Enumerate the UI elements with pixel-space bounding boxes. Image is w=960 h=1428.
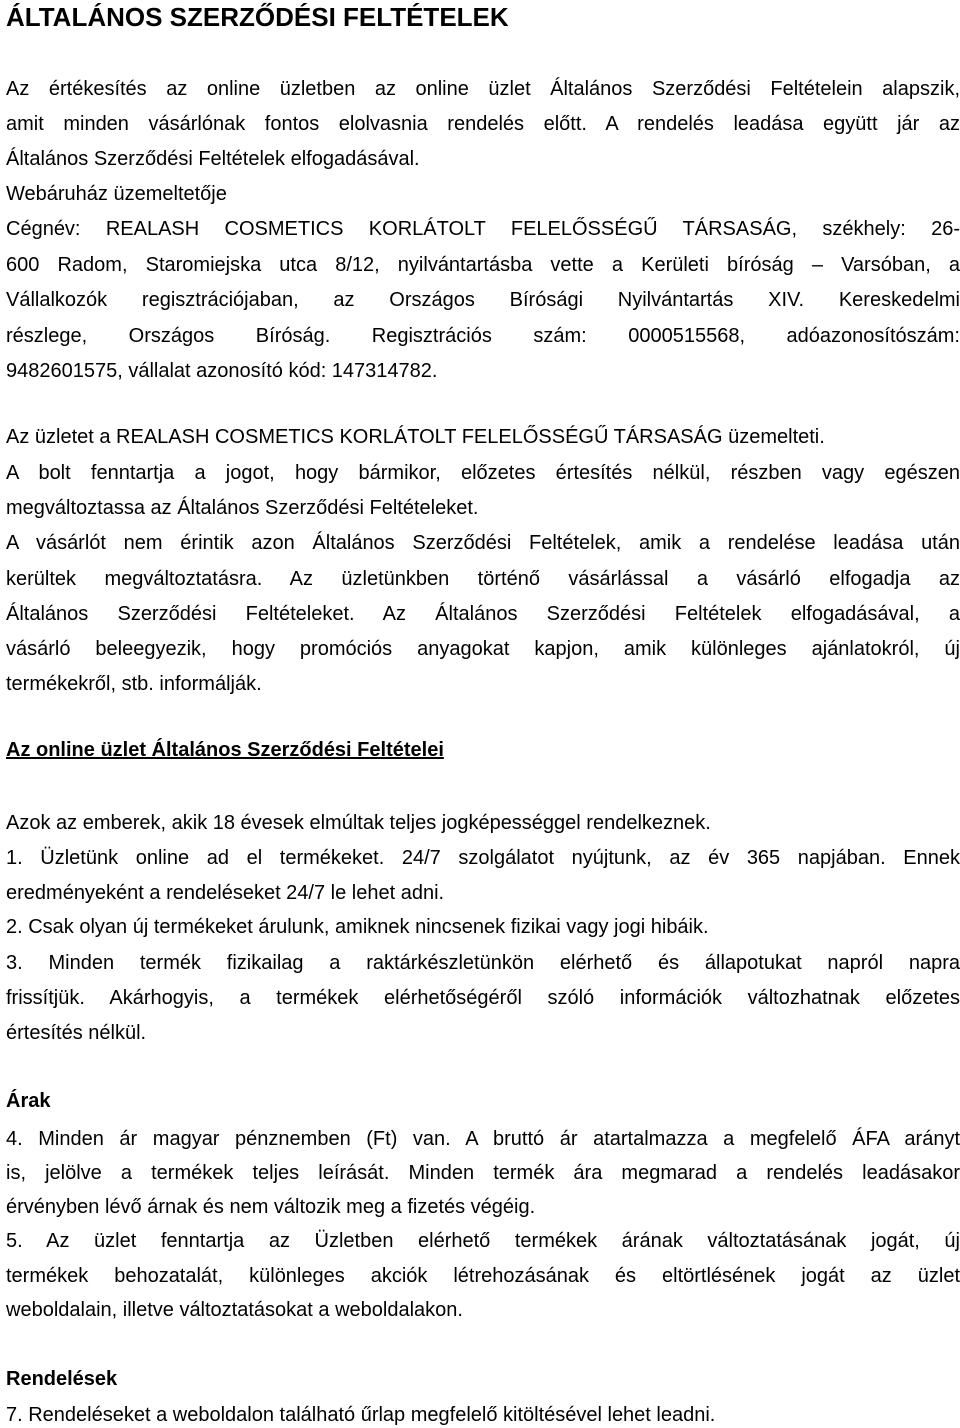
- terms-line-6: frissítjük. Akárhogyis, a termékek elérhetőségéről szóló információk változhatnak előzetes: [6, 987, 960, 1009]
- prices-line-5: termékek behozatalát, különleges akciók létrehozásának és eltörtlésének jogát az üzlet: [6, 1265, 960, 1287]
- company-line-4: részlege, Országos Bíróság. Regisztrációs szám: 0000515568, adóazonosítószám:: [6, 325, 960, 347]
- prices-line-4: 5. Az üzlet fenntartja az Üzletben elérhető termékek árának változtatásának jogát, új: [6, 1230, 960, 1252]
- terms-line-7: értesítés nélkül.: [6, 1022, 147, 1044]
- orders-heading: Rendelések: [6, 1368, 118, 1390]
- orders-line-1: 7. Rendeléseket a weboldalon található űrlap megfelelő kitöltésével lehet leadni.: [6, 1404, 716, 1426]
- operation-line-3: megváltoztassa az Általános Szerződési Feltételeket.: [6, 497, 479, 519]
- operation-line-7: vásárló beleegyezik, hogy promóciós anyagokat kapjon, amik különleges ajánlatokról, új: [6, 638, 960, 660]
- company-line-1: Cégnév: REALASH COSMETICS KORLÁTOLT FELELŐSSÉGŰ TÁRSASÁG, székhely: 26-: [6, 218, 960, 240]
- operation-line-4: A vásárlót nem érintik azon Általános Szerződési Feltételek, amik a rendelése leadása után: [6, 532, 960, 554]
- operation-line-1: Az üzletet a REALASH COSMETICS KORLÁTOLT FELELŐSSÉGŰ TÁRSASÁG üzemelteti.: [6, 426, 825, 448]
- prices-line-6: weboldalain, illetve változtatásokat a weboldalakon.: [6, 1299, 463, 1321]
- operator-heading: Webáruház üzemeltetője: [6, 183, 227, 205]
- terms-line-1: Azok az emberek, akik 18 évesek elmúltak teljes jogképességgel rendelkeznek.: [6, 812, 711, 834]
- prices-line-2: is, jelölve a termékek teljes leírását. Minden termék ára megmarad a rendelés leadásakor: [6, 1162, 960, 1184]
- terms-line-4: 2. Csak olyan új termékeket árulunk, amiknek nincsenek fizikai vagy jogi hibáik.: [6, 916, 709, 938]
- prices-line-1: 4. Minden ár magyar pénznemben (Ft) van. A bruttó ár atartalmazza a megfelelő ÁFA arányt: [6, 1128, 960, 1150]
- intro-line-2: amit minden vásárlónak fontos elolvasnia rendelés előtt. A rendelés leadása együtt jár az: [6, 113, 960, 135]
- intro-line-1: Az értékesítés az online üzletben az online üzlet Általános Szerződési Feltételein alapszik,: [6, 78, 960, 100]
- company-line-5: 9482601575, vállalat azonosító kód: 147314782.: [6, 360, 438, 382]
- operation-line-8: termékekről, stb. informálják.: [6, 673, 262, 695]
- terms-line-2: 1. Üzletünk online ad el termékeket. 24/7 szolgálatot nyújtunk, az év 365 napjában. Ennek: [6, 847, 960, 869]
- prices-heading: Árak: [6, 1090, 51, 1112]
- terms-heading: Az online üzlet Általános Szerződési Feltételei: [6, 739, 444, 761]
- intro-line-3: Általános Szerződési Feltételek elfogadásával.: [6, 148, 420, 170]
- company-line-3: Vállalkozók regisztrációjaban, az Országos Bírósági Nyilvántartás XIV. Kereskedelmi: [6, 289, 960, 311]
- terms-line-5: 3. Minden termék fizikailag a raktárkészletünkön elérhető és állapotukat napról napra: [6, 952, 960, 974]
- terms-line-3: eredményeként a rendeléseket 24/7 le lehet adni.: [6, 882, 445, 904]
- operation-line-6: Általános Szerződési Feltételeket. Az Általános Szerződési Feltételek elfogadásával, a: [6, 603, 960, 625]
- document-title: ÁLTALÁNOS SZERZŐDÉSI FELTÉTELEK: [6, 2, 509, 32]
- operation-line-2: A bolt fenntartja a jogot, hogy bármikor, előzetes értesítés nélkül, részben vagy egészen: [6, 462, 960, 484]
- prices-line-3: érvényben lévő árnak és nem változik meg a fizetés végéig.: [6, 1196, 536, 1218]
- company-line-2: 600 Radom, Staromiejska utca 8/12, nyilvántartásba vette a Kerületi bíróság – Varsóban, a: [6, 254, 960, 276]
- operation-line-5: kerültek megváltoztatásra. Az üzletünkben történő vásárlással a vásárló elfogadja az: [6, 568, 960, 590]
